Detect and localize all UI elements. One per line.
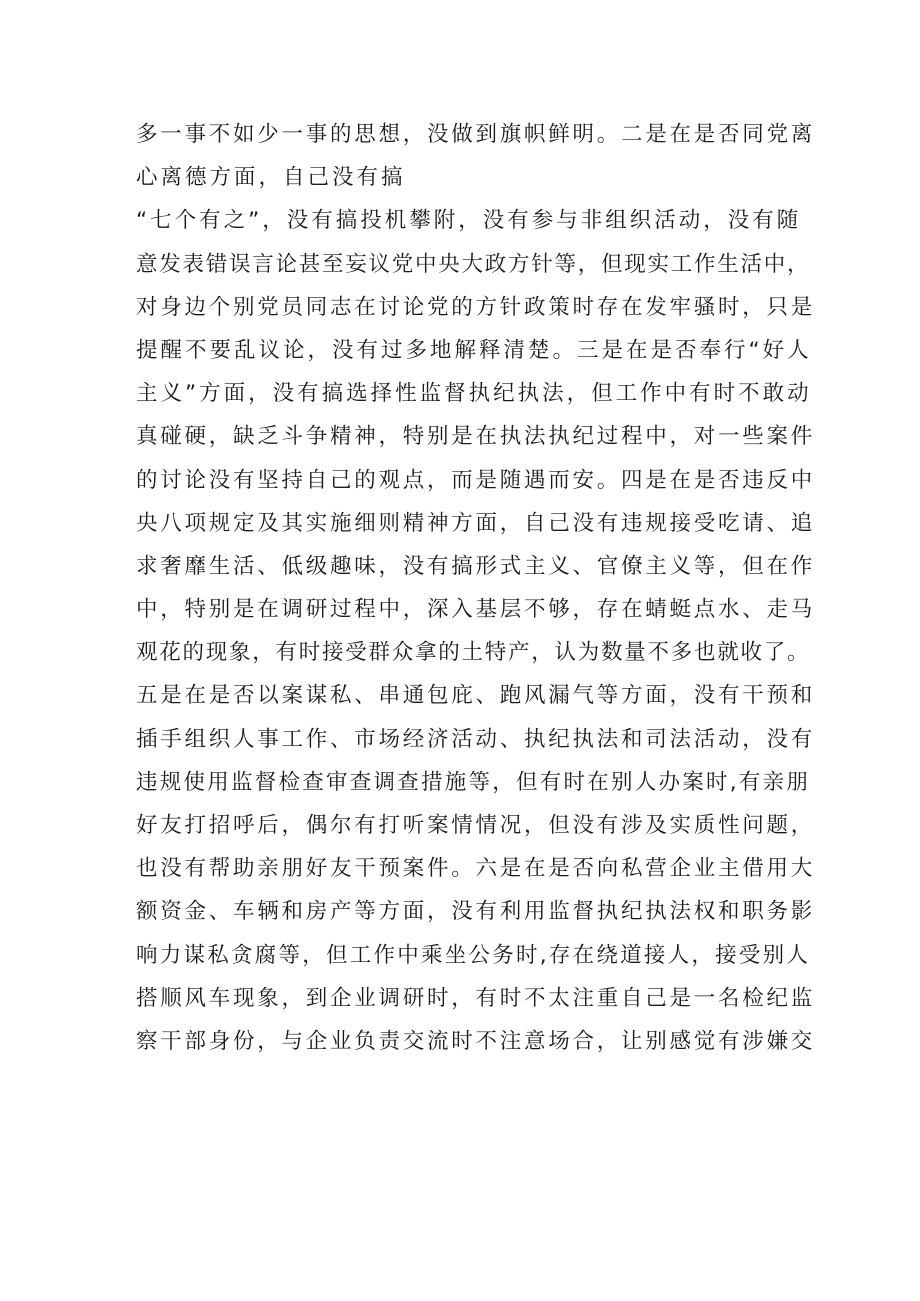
text-line: 中，特别是在调研过程中，深入基层不够，存在蜻蜓点水、走马: [136, 597, 816, 623]
text-line: 对身边个别党员同志在讨论党的方针政策时存在发牢骚时，只是: [136, 294, 816, 320]
text-line: 也没有帮助亲朋好友干预案件。六是在是否向私营企业主借用大: [136, 856, 816, 882]
text-line: 真碰硬，缺乏斗争精神，特别是在执法执纪过程中，对一些案件: [136, 424, 816, 450]
text-line: 五是在是否以案谋私、串通包庇、跑风漏气等方面，没有干预和: [136, 683, 816, 709]
text-line: 额资金、车辆和房产等方面，没有利用监督执纪执法权和职务影: [136, 899, 816, 925]
text-line: 多一事不如少一事的思想，没做到旗帜鲜明。二是在是否同党离: [136, 122, 816, 147]
text-line: 求奢靡生活、低级趣味，没有搞形式主义、官僚主义等，但在作: [136, 553, 816, 579]
text-line: “七个有之”，没有搞投机攀附，没有参与非组织活动，没有随: [136, 208, 802, 234]
body-text: [136, 113, 816, 1063]
text-line: 插手组织人事工作、市场经济活动、执纪执法和司法活动，没有: [136, 726, 816, 752]
text-line: 央八项规定及其实施细则精神方面，自己没有违规接受吃请、追: [136, 510, 816, 536]
text-line: 提醒不要乱议论，没有过多地解释清楚。三是在是否奉行“好人: [136, 337, 812, 363]
text-line: 心离德方面，自己没有搞: [136, 165, 406, 191]
text-line: 响力谋私贪腐等，但工作中乘坐公务时,存在绕道接人，接受别人: [136, 942, 811, 968]
text-line: 搭顺风车现象，到企业调研时，有时不太注重自己是一名检纪监: [136, 985, 816, 1011]
text-line: 主义”方面，没有搞选择性监督执纪执法，但工作中有时不敢动: [136, 381, 812, 407]
text-line: 意发表错误言论甚至妄议党中央大政方针等，但现实工作生活中，: [136, 251, 811, 277]
text-line: 察干部身份，与企业负责交流时不注意场合，让别感觉有涉嫌交: [136, 1028, 816, 1054]
text-line: 的讨论没有坚持自己的观点，而是随遇而安。四是在是否违反中: [136, 467, 816, 493]
text-line: 违规使用监督检查审查调查措施等，但有时在别人办案时,有亲朋: [136, 769, 811, 795]
text-line: 观花的现象，有时接受群众拿的土特产，认为数量不多也就收了。: [136, 640, 811, 666]
text-line: 好友打招呼后，偶尔有打听案情情况，但没有涉及实质性问题，: [136, 813, 816, 838]
